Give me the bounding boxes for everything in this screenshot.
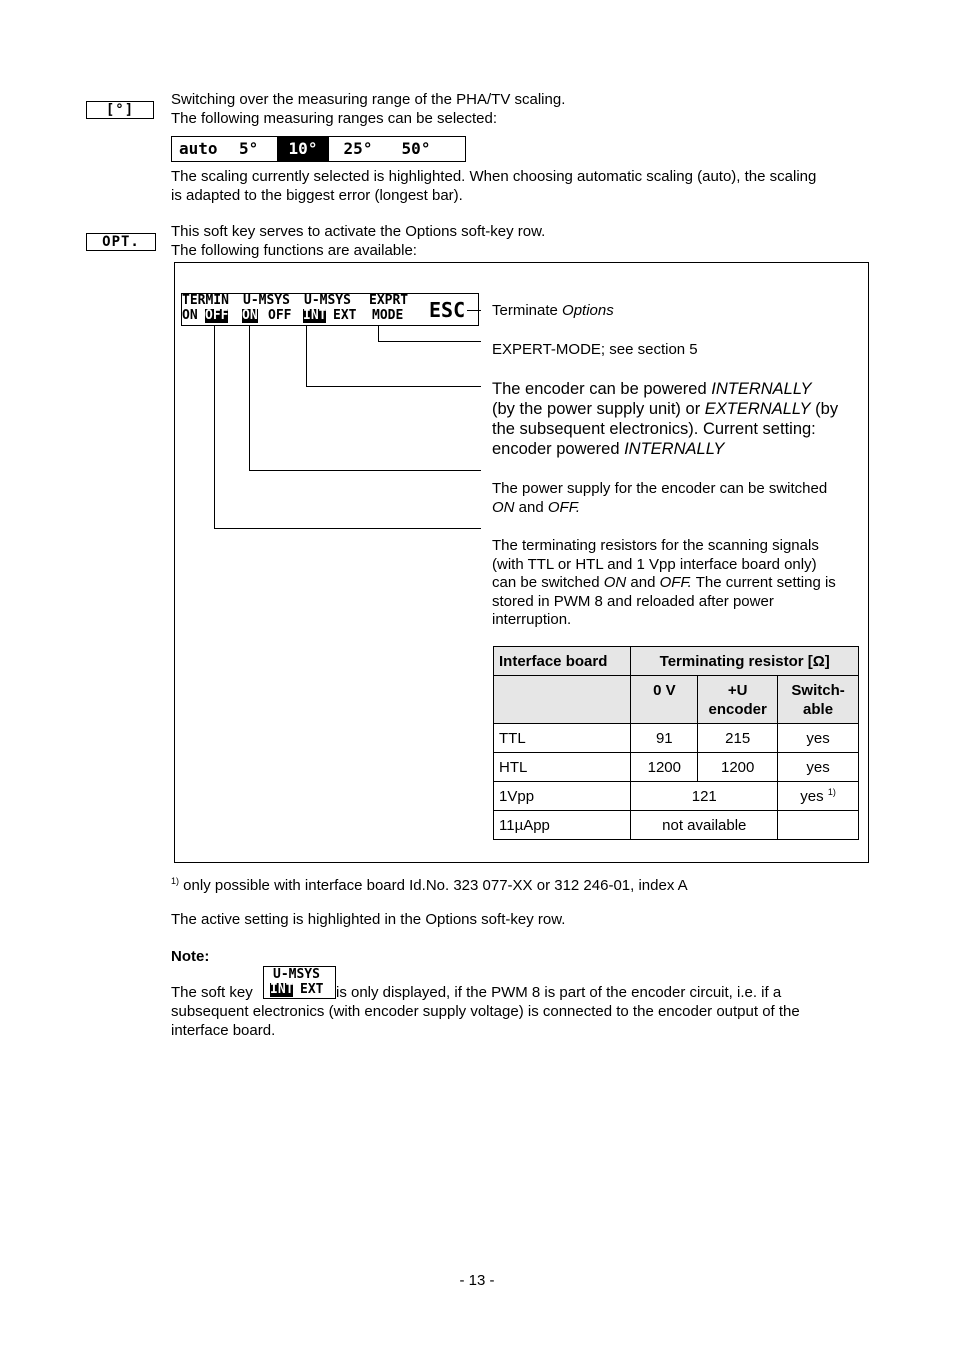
inline-key-int: INT (270, 982, 294, 997)
leader-power-v (249, 326, 250, 470)
range-auto[interactable]: auto (179, 139, 218, 158)
scaling-note (171, 168, 891, 205)
active-setting-text: The active setting is highlighted in the Options soft-key row. (171, 911, 566, 928)
softkey-power-off[interactable]: OFF (268, 308, 292, 323)
table-header-row (494, 647, 859, 676)
note-title: Note: (171, 948, 210, 965)
opt-line-2: The following functions are available: (171, 241, 417, 259)
opt-description (171, 223, 891, 260)
note-line-3: interface board. (171, 1021, 276, 1039)
degree-softkey[interactable]: [°] (86, 101, 154, 119)
callout-expert: EXPERT-MODE; see section 5 (492, 341, 698, 358)
cell-switchable: yes $^{1)}$ (778, 782, 859, 811)
cell-0v: 1200 (631, 753, 698, 782)
callout-terminate: Terminate Options (492, 302, 614, 319)
callout-terminating: The terminating resistors for the scanning signals (with TTL or HTL and 1 Vpp interface board only) can be switched ON and OFF. The current setting is stored in PWM 8 and reloaded after power interruption. (492, 537, 836, 628)
leader-exprt-h (378, 341, 481, 342)
cell-switchable: yes (778, 753, 859, 782)
header-terminating-resistor: Terminating resistor [Ω] (631, 647, 859, 676)
cell-merged: 121 (631, 782, 778, 811)
table-row (494, 811, 859, 840)
cell-0v: 91 (631, 724, 698, 753)
softkey-esc[interactable]: ESC (429, 298, 466, 322)
leader-esc (467, 310, 481, 311)
softkey-umsys2-label: U-MSYS (304, 293, 351, 308)
range-25[interactable]: 25° (343, 139, 373, 158)
table-row (494, 753, 859, 782)
page-number: - 13 - (459, 1272, 495, 1289)
cell-switchable: yes (778, 724, 859, 753)
softkey-power-on[interactable]: ON (242, 308, 258, 323)
inline-key-ext: EXT (300, 982, 324, 997)
degree-line-1: Switching over the measuring range of the PHA/TV scaling. (171, 91, 566, 108)
scaling-note-1: The scaling currently selected is highlighted. When choosing automatic scaling (auto), the scaling (171, 168, 817, 185)
softkey-supply-ext[interactable]: EXT (333, 308, 357, 323)
footnote-mark: 1) (171, 876, 180, 886)
footnote (171, 872, 891, 896)
header-switchable: Switch- able (778, 676, 859, 724)
degree-line-2: The following measuring ranges can be selected: (171, 109, 498, 127)
cell-u: 215 (698, 724, 778, 753)
leader-exprt-v (378, 326, 379, 341)
cell-board: 11µApp (494, 811, 631, 840)
cell-switchable (778, 811, 859, 840)
umsys-softkey-inline[interactable] (263, 966, 336, 999)
softkey-termin-label: TERMIN (182, 293, 229, 308)
softkey-exprt-label: EXPRT (369, 293, 409, 308)
softkey-termin-off[interactable]: OFF (205, 308, 229, 323)
note-body (171, 1003, 891, 1040)
header-blank (494, 676, 631, 724)
degree-description (171, 91, 891, 128)
leader-power-h (249, 470, 481, 471)
table-subheader-row (494, 676, 859, 724)
leader-umsys-v (306, 326, 307, 386)
cell-board: TTL (494, 724, 631, 753)
note-pre: The soft key (171, 984, 253, 1001)
softkey-umsys-label: U-MSYS (243, 293, 290, 308)
range-10-selected[interactable]: 10° (277, 137, 329, 161)
softkey-expert-mode[interactable]: MODE (372, 308, 404, 323)
range-5[interactable]: 5° (239, 139, 259, 158)
callout-encoder-power: The encoder can be powered INTERNALLY (by the power supply unit) or EXTERNALLY (by the subsequent electronics). Current setting: encoder powered INTERNALLY (492, 380, 839, 458)
footnote-text: only possible with interface board Id.No. 323 077-XX or 312 246-01, index A (179, 877, 688, 894)
leader-termin-h (214, 528, 481, 529)
cell-merged: not available (631, 811, 778, 840)
note-post: is only displayed, if the PWM 8 is part of the encoder circuit, i.e. if a (336, 984, 782, 1001)
opt-softkey[interactable]: OPT. (86, 233, 156, 251)
table-row (494, 782, 859, 811)
inline-key-top: U-MSYS (273, 967, 320, 982)
header-u-encoder: +U encoder (698, 676, 778, 724)
header-interface-board: Interface board (494, 647, 631, 676)
leader-termin-v (214, 326, 215, 528)
cell-board: HTL (494, 753, 631, 782)
softkey-termin-on[interactable]: ON (182, 308, 198, 323)
softkey-supply-int[interactable]: INT (303, 308, 327, 323)
terminating-resistor-table (493, 646, 859, 840)
opt-line-1: This soft key serves to activate the Options soft-key row. (171, 223, 546, 240)
range-selector (171, 136, 466, 162)
callout-power-switch: The power supply for the encoder can be switched ON and OFF. (492, 480, 828, 516)
cell-u: 1200 (698, 753, 778, 782)
leader-umsys-h (306, 386, 481, 387)
range-50[interactable]: 50° (401, 139, 431, 158)
scaling-note-2: is adapted to the biggest error (longest bar). (171, 186, 463, 204)
note-line-2: subsequent electronics (with encoder supply voltage) is connected to the encoder output of the (171, 1003, 800, 1020)
table-row (494, 724, 859, 753)
cell-board: 1Vpp (494, 782, 631, 811)
header-0v: 0 V (631, 676, 698, 724)
